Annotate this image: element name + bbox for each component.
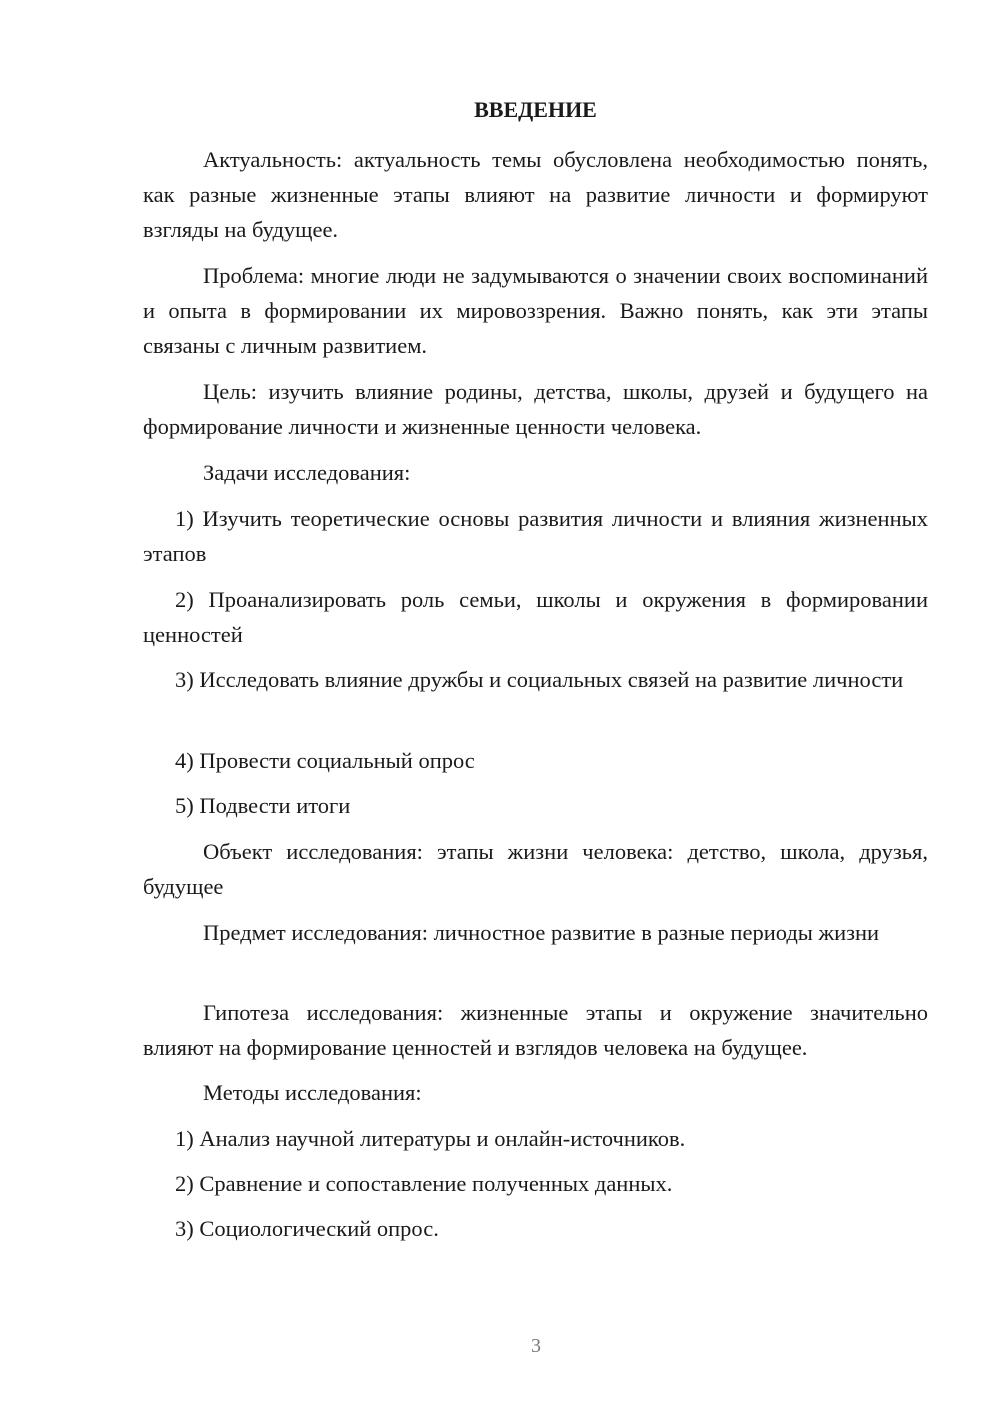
paragraph-problem: Проблема: многие люди не задумываются о значении своих воспоминаний и опыта в формировании их мировоззрения. Важно понять, как эти этапы связаны с личным развитием.	[143, 263, 928, 358]
list-item-task-4: 4) Провести социальный опрос	[175, 748, 475, 773]
paragraph-subject: Предмет исследования: личностное развитие в разные периоды жизни	[203, 920, 880, 945]
paragraph-goal: Цель: изучить влияние родины, детства, школы, друзей и будущего на формирование личности и жизненные ценности человека.	[143, 379, 928, 439]
paragraph-hypothesis: Гипотеза исследования: жизненные этапы и окружение значительно влияют на формирование ценностей и взглядов человека на будущее.	[143, 1000, 928, 1060]
paragraph-tasks-heading: Задачи исследования:	[203, 460, 411, 485]
list-item-method-3: 3) Социологический опрос.	[175, 1216, 439, 1241]
list-item-task-5: 5) Подвести итоги	[175, 793, 351, 818]
list-item-task-3: 3) Исследовать влияние дружбы и социальных связей на развитие личности	[175, 667, 904, 692]
paragraph-methods-heading: Методы исследования:	[203, 1080, 422, 1105]
page-title: ВВЕДЕНИЕ	[474, 97, 597, 122]
list-item-task-1: 1) Изучить теоретические основы развития личности и влияния жизненных этапов	[143, 506, 928, 566]
list-item-method-2: 2) Сравнение и сопоставление полученных данных.	[175, 1171, 673, 1196]
paragraph-object: Объект исследования: этапы жизни человека: детство, школа, друзья, будущее	[143, 839, 928, 899]
list-item-task-2: 2) Проанализировать роль семьи, школы и окружения в формировании ценностей	[143, 587, 928, 647]
list-item-method-1: 1) Анализ научной литературы и онлайн-источников.	[175, 1126, 686, 1151]
paragraph-relevance: Актуальность: актуальность темы обусловлена необходимостью понять, как разные жизненные этапы влияют на развитие личности и формируют взгляды на будущее.	[143, 147, 928, 242]
page-number: 3	[531, 1335, 541, 1357]
